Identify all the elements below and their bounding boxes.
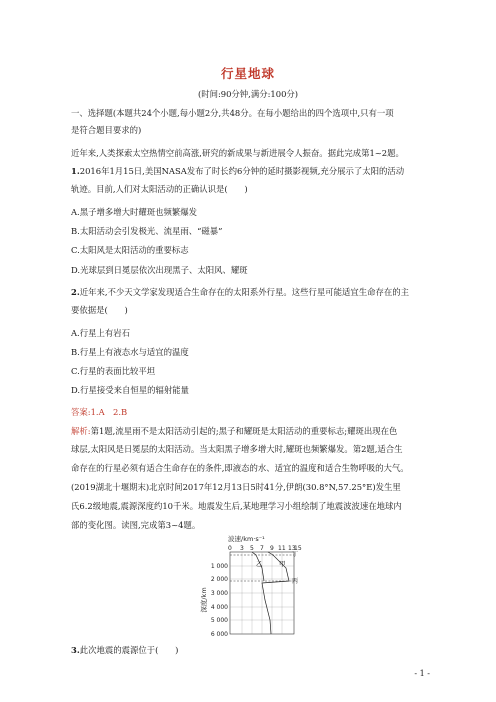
question-2-stem-cont: 要依据是( ) bbox=[71, 305, 128, 315]
answer-line bbox=[71, 406, 431, 418]
option-d: D.行星接受来自恒星的辐射能量 bbox=[71, 385, 189, 395]
y-tick-labels bbox=[211, 563, 228, 638]
x-tick: 11 bbox=[278, 545, 286, 552]
intro-text: 近年来,人类探索太空热情空前高涨,研究的新成果与新进展令人振奋。据此完成第1~2题。 bbox=[71, 148, 404, 158]
y-tick: 5 000 bbox=[210, 617, 228, 624]
y-tick: 4 000 bbox=[210, 604, 228, 611]
question-number: 2. bbox=[71, 287, 80, 297]
analysis-label: 解析: bbox=[71, 426, 91, 436]
analysis-line: 命存在的行星必须有适合生命存在的条件,即液态的水、适宜的温度和适合生物呼吸的大气。 bbox=[71, 463, 409, 473]
material-text: 氏6.2级地震,震源深度约10千米。地震发生后,某地理学习小组绘制了地震波波速在地球内 bbox=[71, 501, 402, 511]
x-tick: 13 bbox=[288, 545, 296, 552]
x-axis-title: 波速/km·s⁻¹ bbox=[228, 535, 265, 543]
page-number: - 1 - bbox=[414, 669, 430, 678]
question-2-stem bbox=[71, 286, 431, 298]
y-tick: 2 000 bbox=[210, 576, 228, 583]
answer-value: 1.A 2.B bbox=[90, 407, 128, 417]
x-tick: 3 bbox=[240, 545, 244, 552]
option-b: B.太阳活动会引发极光、流星雨、“磁暴” bbox=[71, 226, 223, 236]
x-tick-labels bbox=[228, 545, 296, 552]
material-text: (2019湖北十堰期末)北京时间2017年12月13日5时41分,伊朗(30.8°N,57.25°E)发生里 bbox=[71, 482, 401, 492]
label-bing: 丙 bbox=[292, 578, 299, 585]
answer-label: 答案: bbox=[71, 407, 91, 417]
x-tick: 0 bbox=[228, 545, 232, 552]
analysis-line bbox=[71, 425, 431, 437]
question-3-stem bbox=[71, 644, 431, 656]
question-number: 3. bbox=[71, 645, 80, 655]
x-tick: 7 bbox=[260, 545, 264, 552]
exam-info: (时间:90分钟,满分:100分) bbox=[197, 89, 299, 99]
option-a: A.行星上有岩石 bbox=[71, 328, 130, 338]
plot-frame bbox=[230, 552, 294, 634]
p-wave-curve bbox=[262, 552, 289, 634]
label-ding: 丁 bbox=[292, 551, 299, 558]
label-yi: 乙 bbox=[256, 560, 263, 568]
x-tick: 15 bbox=[294, 545, 302, 552]
s-wave-curve bbox=[252, 552, 264, 581]
section-heading: 一、选择题(本题共24个小题,每小题2分,共48分。在每小题给出的四个选项中,只有一项 bbox=[71, 108, 394, 118]
y-axis-title: 深度/km bbox=[200, 587, 208, 613]
y-tick: 6 000 bbox=[210, 631, 228, 638]
question-text: 2016年1月15日,美国NASA发布了时长约6分钟的延时摄影视频,充分展示了太阳的活动 bbox=[79, 166, 405, 176]
option-b: B.行星上有液态水与适宜的温度 bbox=[71, 347, 189, 357]
option-d: D.光球层到日冕层依次出现黑子、太阳风、耀斑 bbox=[71, 265, 248, 275]
page-title: 行星地球 bbox=[220, 66, 275, 81]
material-text: 部的变化图。读图,完成第3~4题。 bbox=[71, 520, 201, 530]
y-tick: 3 000 bbox=[210, 590, 228, 597]
question-text: 此次地震的震源位于( ) bbox=[79, 645, 179, 655]
option-a: A.黑子增多增大时耀斑也频繁爆发 bbox=[71, 207, 197, 217]
option-c: C.行星的表面比较平坦 bbox=[71, 366, 156, 376]
question-text: 近年来,不少天文学家发现适合生命存在的太阳系外行星。这些行星可能适宜生命存在的主 bbox=[79, 287, 410, 297]
question-number: 1. bbox=[71, 166, 80, 176]
grid-lines bbox=[230, 552, 294, 634]
label-jia: 甲 bbox=[279, 560, 286, 568]
question-1-stem bbox=[71, 165, 431, 177]
section-heading-cont: 是符合题目要求的) bbox=[71, 125, 142, 135]
analysis-text: 第1题,流星雨不是太阳活动引起的;黑子和耀斑是太阳活动的重要标志;耀斑出现在色 bbox=[90, 426, 398, 436]
option-c: C.太阳风是太阳活动的重要标志 bbox=[71, 245, 189, 255]
analysis-line: 球层,太阳风是日冕层的太阳活动。当太阳黑子增多增大时,耀斑也频繁爆发。第2题,适合生 bbox=[71, 444, 403, 454]
question-1-stem-cont: 轨迹。目前,人们对太阳活动的正确认识是( ) bbox=[71, 184, 248, 194]
x-tick: 9 bbox=[270, 545, 274, 552]
y-tick: 1 000 bbox=[210, 563, 228, 570]
x-tick: 5 bbox=[250, 545, 254, 552]
